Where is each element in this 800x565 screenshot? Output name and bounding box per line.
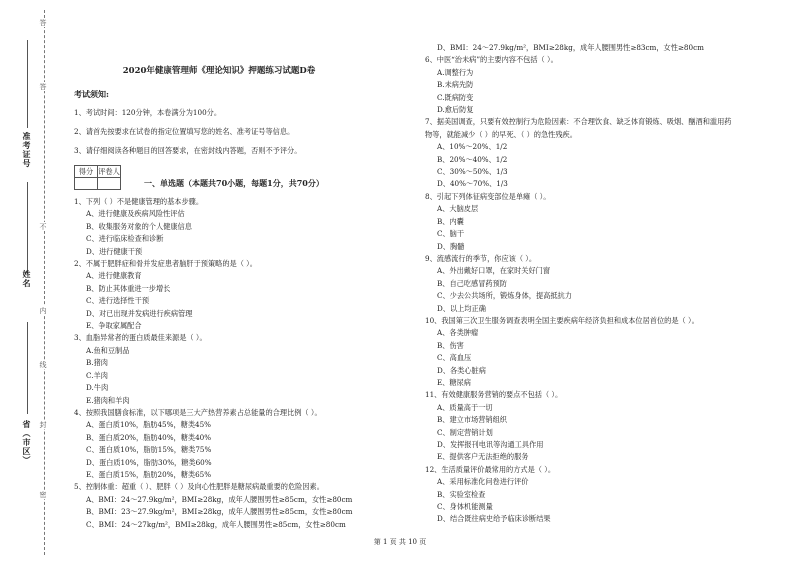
province-label: 省（市区） bbox=[22, 420, 32, 465]
answer-option[interactable]: A、蛋白质10%，脂肪45%，糖类45% bbox=[86, 420, 211, 430]
answer-option[interactable]: B.未病先防 bbox=[437, 80, 474, 90]
question-text: 6、中医“治未病”的主要内容不包括（ ）。 bbox=[425, 55, 558, 65]
answer-option[interactable]: B、蛋白质20%，脂肪40%，糖类40% bbox=[86, 432, 212, 442]
question-item bbox=[425, 42, 735, 54]
question-item bbox=[74, 332, 352, 406]
name-label: 姓名 bbox=[22, 270, 32, 288]
answer-option[interactable]: D、进行健康干预 bbox=[86, 246, 143, 256]
question-item bbox=[425, 191, 735, 253]
answer-option[interactable]: D、对已出现并发病进行疾病管理 bbox=[86, 308, 193, 318]
question-item bbox=[74, 481, 352, 531]
answer-option[interactable]: C、蛋白质10%，脂肪15%，糖类75% bbox=[86, 445, 212, 455]
answer-option[interactable]: A、采用标准化问卷进行评价 bbox=[437, 477, 529, 487]
question-item bbox=[74, 258, 352, 332]
answer-option[interactable]: D、以上均正确 bbox=[437, 303, 486, 313]
question-item bbox=[74, 196, 352, 258]
question-text: 4、按照我国膳食标准，以下哪项是三大产热营养素占总能量的合理比例（ ）。 bbox=[74, 407, 322, 417]
answer-option[interactable]: C、进行临床检查和诊断 bbox=[86, 234, 164, 244]
answer-option[interactable]: C、BMI：24～27kg/m²，BMI≥28kg，成年人腰围男性≥85cm，女性≥80cm bbox=[86, 519, 346, 529]
answer-option[interactable]: D.愈后防复 bbox=[437, 105, 474, 115]
question-text: 7、据美国调查，只要有效控制行为危险因素：不合理饮食、缺乏体育锻炼、吸烟、酗酒和滥用药物等，就能减少（ ）的早死、（ ）的急性残疾。 bbox=[425, 117, 732, 139]
seal-mark: 不 bbox=[39, 223, 47, 230]
question-item bbox=[425, 54, 735, 116]
answer-option[interactable]: E、蛋白质15%，脂肪20%，糖类65% bbox=[86, 469, 212, 479]
question-item bbox=[425, 389, 735, 463]
page-footer: 第 1 页 共 10 页 bbox=[373, 538, 427, 546]
answer-option[interactable]: D、胸髓 bbox=[437, 241, 465, 251]
answer-option[interactable]: B、20%～40%、1/2 bbox=[437, 154, 508, 164]
score-box bbox=[74, 165, 121, 190]
question-item bbox=[74, 407, 352, 481]
binding-margin bbox=[0, 0, 60, 565]
score-label: 得分 bbox=[75, 166, 98, 178]
answer-option[interactable]: C、少去公共场所，锻炼身体，提高抵抗力 bbox=[437, 291, 572, 301]
answer-option[interactable]: B、实验室检查 bbox=[437, 489, 486, 499]
answer-option[interactable]: E、提供客户无法拒绝的服务 bbox=[437, 452, 529, 462]
answer-option[interactable]: B、建立市场营销组织 bbox=[437, 415, 507, 425]
seal-mark: 封 bbox=[39, 421, 47, 428]
seal-mark: 密 bbox=[39, 491, 47, 498]
answer-option[interactable]: A、外出戴好口罩，在家时关好门窗 bbox=[437, 266, 551, 276]
answer-option[interactable]: C、进行选择性干预 bbox=[86, 296, 150, 306]
question-text: 2、不属于肥胖症和骨并发症患者脑肝于预策略的是（ ）。 bbox=[74, 259, 257, 269]
question-item bbox=[425, 116, 735, 190]
seal-mark: 答 bbox=[39, 19, 47, 26]
question-text: 11、有效健康服务营销的要点不包括（ ）。 bbox=[425, 390, 563, 400]
answer-option[interactable]: B、自己吃感冒药预防 bbox=[437, 278, 507, 288]
answer-option[interactable]: A、进行健康及疾病风险性评估 bbox=[86, 209, 185, 219]
answer-option[interactable]: D、各类心脏病 bbox=[437, 365, 486, 375]
question-item bbox=[425, 315, 735, 389]
answer-option[interactable]: A.鱼和豆制品 bbox=[86, 345, 130, 355]
answer-option[interactable]: B、BMI：23～27.9kg/m²，BMI≥28kg，成年人腰围男性≥85cm，女性≥80cm bbox=[86, 507, 353, 517]
answer-option[interactable]: A、质量高于一切 bbox=[437, 402, 493, 412]
answer-option[interactable]: B、防止其体重进一步增长 bbox=[86, 283, 171, 293]
answer-option[interactable]: B、内囊 bbox=[437, 216, 464, 226]
answer-option[interactable]: B、伤害 bbox=[437, 340, 464, 350]
answer-option[interactable]: A、BMI：24～27.9kg/m²，BMI≥28kg，成年人腰围男性≥85cm，女性≥80cm bbox=[86, 494, 353, 504]
province-underline bbox=[27, 322, 28, 414]
answer-option[interactable]: A、大脑皮层 bbox=[437, 204, 479, 214]
seal-mark: 答 bbox=[39, 83, 47, 90]
grader-label: 评卷人 bbox=[98, 166, 120, 176]
answer-option[interactable]: A.调整行为 bbox=[437, 67, 474, 77]
section-title: 一、单选题（本题共70小题，每题1分，共70分） bbox=[144, 178, 324, 188]
answer-option[interactable]: B.猪肉 bbox=[86, 358, 108, 368]
answer-option[interactable]: D、结合既往病史给予临床诊断结果 bbox=[437, 514, 551, 524]
question-text: 10、我国第三次卫生服务调查表明全国主要疾病年经济负担和成本位居首位的是（ ）。 bbox=[425, 315, 699, 325]
grader-cell[interactable] bbox=[98, 178, 121, 190]
question-text: 1、下列（ ）不是健康管理的基本步骤。 bbox=[74, 197, 204, 206]
exam-id-underline bbox=[27, 40, 28, 128]
notice-heading: 考试须知: bbox=[74, 89, 109, 99]
answer-option[interactable]: E、糖尿病 bbox=[437, 377, 471, 387]
answer-option[interactable]: E.猪肉和羊肉 bbox=[86, 395, 130, 405]
exam-id-label: 准考证号 bbox=[22, 132, 32, 168]
answer-option[interactable]: C.既病防变 bbox=[437, 92, 474, 102]
question-text: 5、控制体重：超重（ ）、肥胖（ ）及向心性肥胖是糖尿病最重要的危险因素。 bbox=[74, 482, 324, 492]
question-item bbox=[425, 464, 735, 526]
notice-item: 3、请仔细阅读各种题目的回答要求，在密封线内答题，否则不予评分。 bbox=[74, 146, 302, 155]
question-text: 9、流感流行的季节，你应该（ ）。 bbox=[425, 253, 537, 263]
question-text: 12、生活质量评价最常用的方式是（ ）。 bbox=[425, 464, 556, 474]
name-underline bbox=[27, 182, 28, 274]
notice-item: 1、考试时间：120分钟，本卷满分为100分。 bbox=[74, 108, 222, 117]
seal-mark: 线 bbox=[39, 361, 47, 368]
answer-option[interactable]: C、高血压 bbox=[437, 353, 472, 363]
answer-option[interactable]: D、40%～70%、1/3 bbox=[437, 179, 508, 189]
answer-option[interactable]: D.牛肉 bbox=[86, 383, 109, 393]
answer-option[interactable]: C、脑干 bbox=[437, 229, 465, 239]
notice-item: 2、请首先按要求在试卷的指定位置填写您的姓名、准考证号等信息。 bbox=[74, 127, 295, 136]
answer-option[interactable]: C、身体机能测量 bbox=[437, 502, 493, 512]
answer-option[interactable]: D、BMI：24～27.9kg/m²，BMI≥28kg，成年人腰围男性≥83cm，女性≥80cm bbox=[437, 43, 704, 52]
answer-option[interactable]: C、制定营销计划 bbox=[437, 427, 493, 437]
answer-option[interactable]: C.羊肉 bbox=[86, 370, 108, 380]
page-title: 2020年健康管理师《理论知识》押题练习试题D卷 bbox=[122, 66, 316, 76]
score-cell[interactable] bbox=[75, 178, 98, 190]
seal-dashed-line bbox=[44, 10, 45, 555]
answer-option[interactable]: C、30%～50%、1/3 bbox=[437, 167, 508, 177]
answer-option[interactable]: A、10%～20%、1/2 bbox=[437, 142, 508, 152]
answer-option[interactable]: D、蛋白质10%，脂肪30%，糖类60% bbox=[86, 457, 212, 467]
question-item bbox=[425, 253, 735, 315]
question-text: 8、引起下列体征病变部位是单瘫（ ）。 bbox=[425, 191, 551, 201]
question-text: 3、血脂异常者的蛋白质最佳来源是（ ）。 bbox=[74, 333, 207, 343]
right-question-column bbox=[425, 42, 735, 526]
left-question-column bbox=[74, 196, 352, 531]
answer-option[interactable]: E、争取家属配合 bbox=[86, 321, 142, 331]
answer-option[interactable]: B、收集服务对象的个人健康信息 bbox=[86, 221, 192, 231]
answer-option[interactable]: A、各类肿瘤 bbox=[437, 328, 479, 338]
answer-option[interactable]: A、进行健康教育 bbox=[86, 271, 142, 281]
answer-option[interactable]: D、发挥报刊电讯等沟通工具作用 bbox=[437, 440, 544, 449]
seal-mark: 内 bbox=[39, 307, 47, 314]
